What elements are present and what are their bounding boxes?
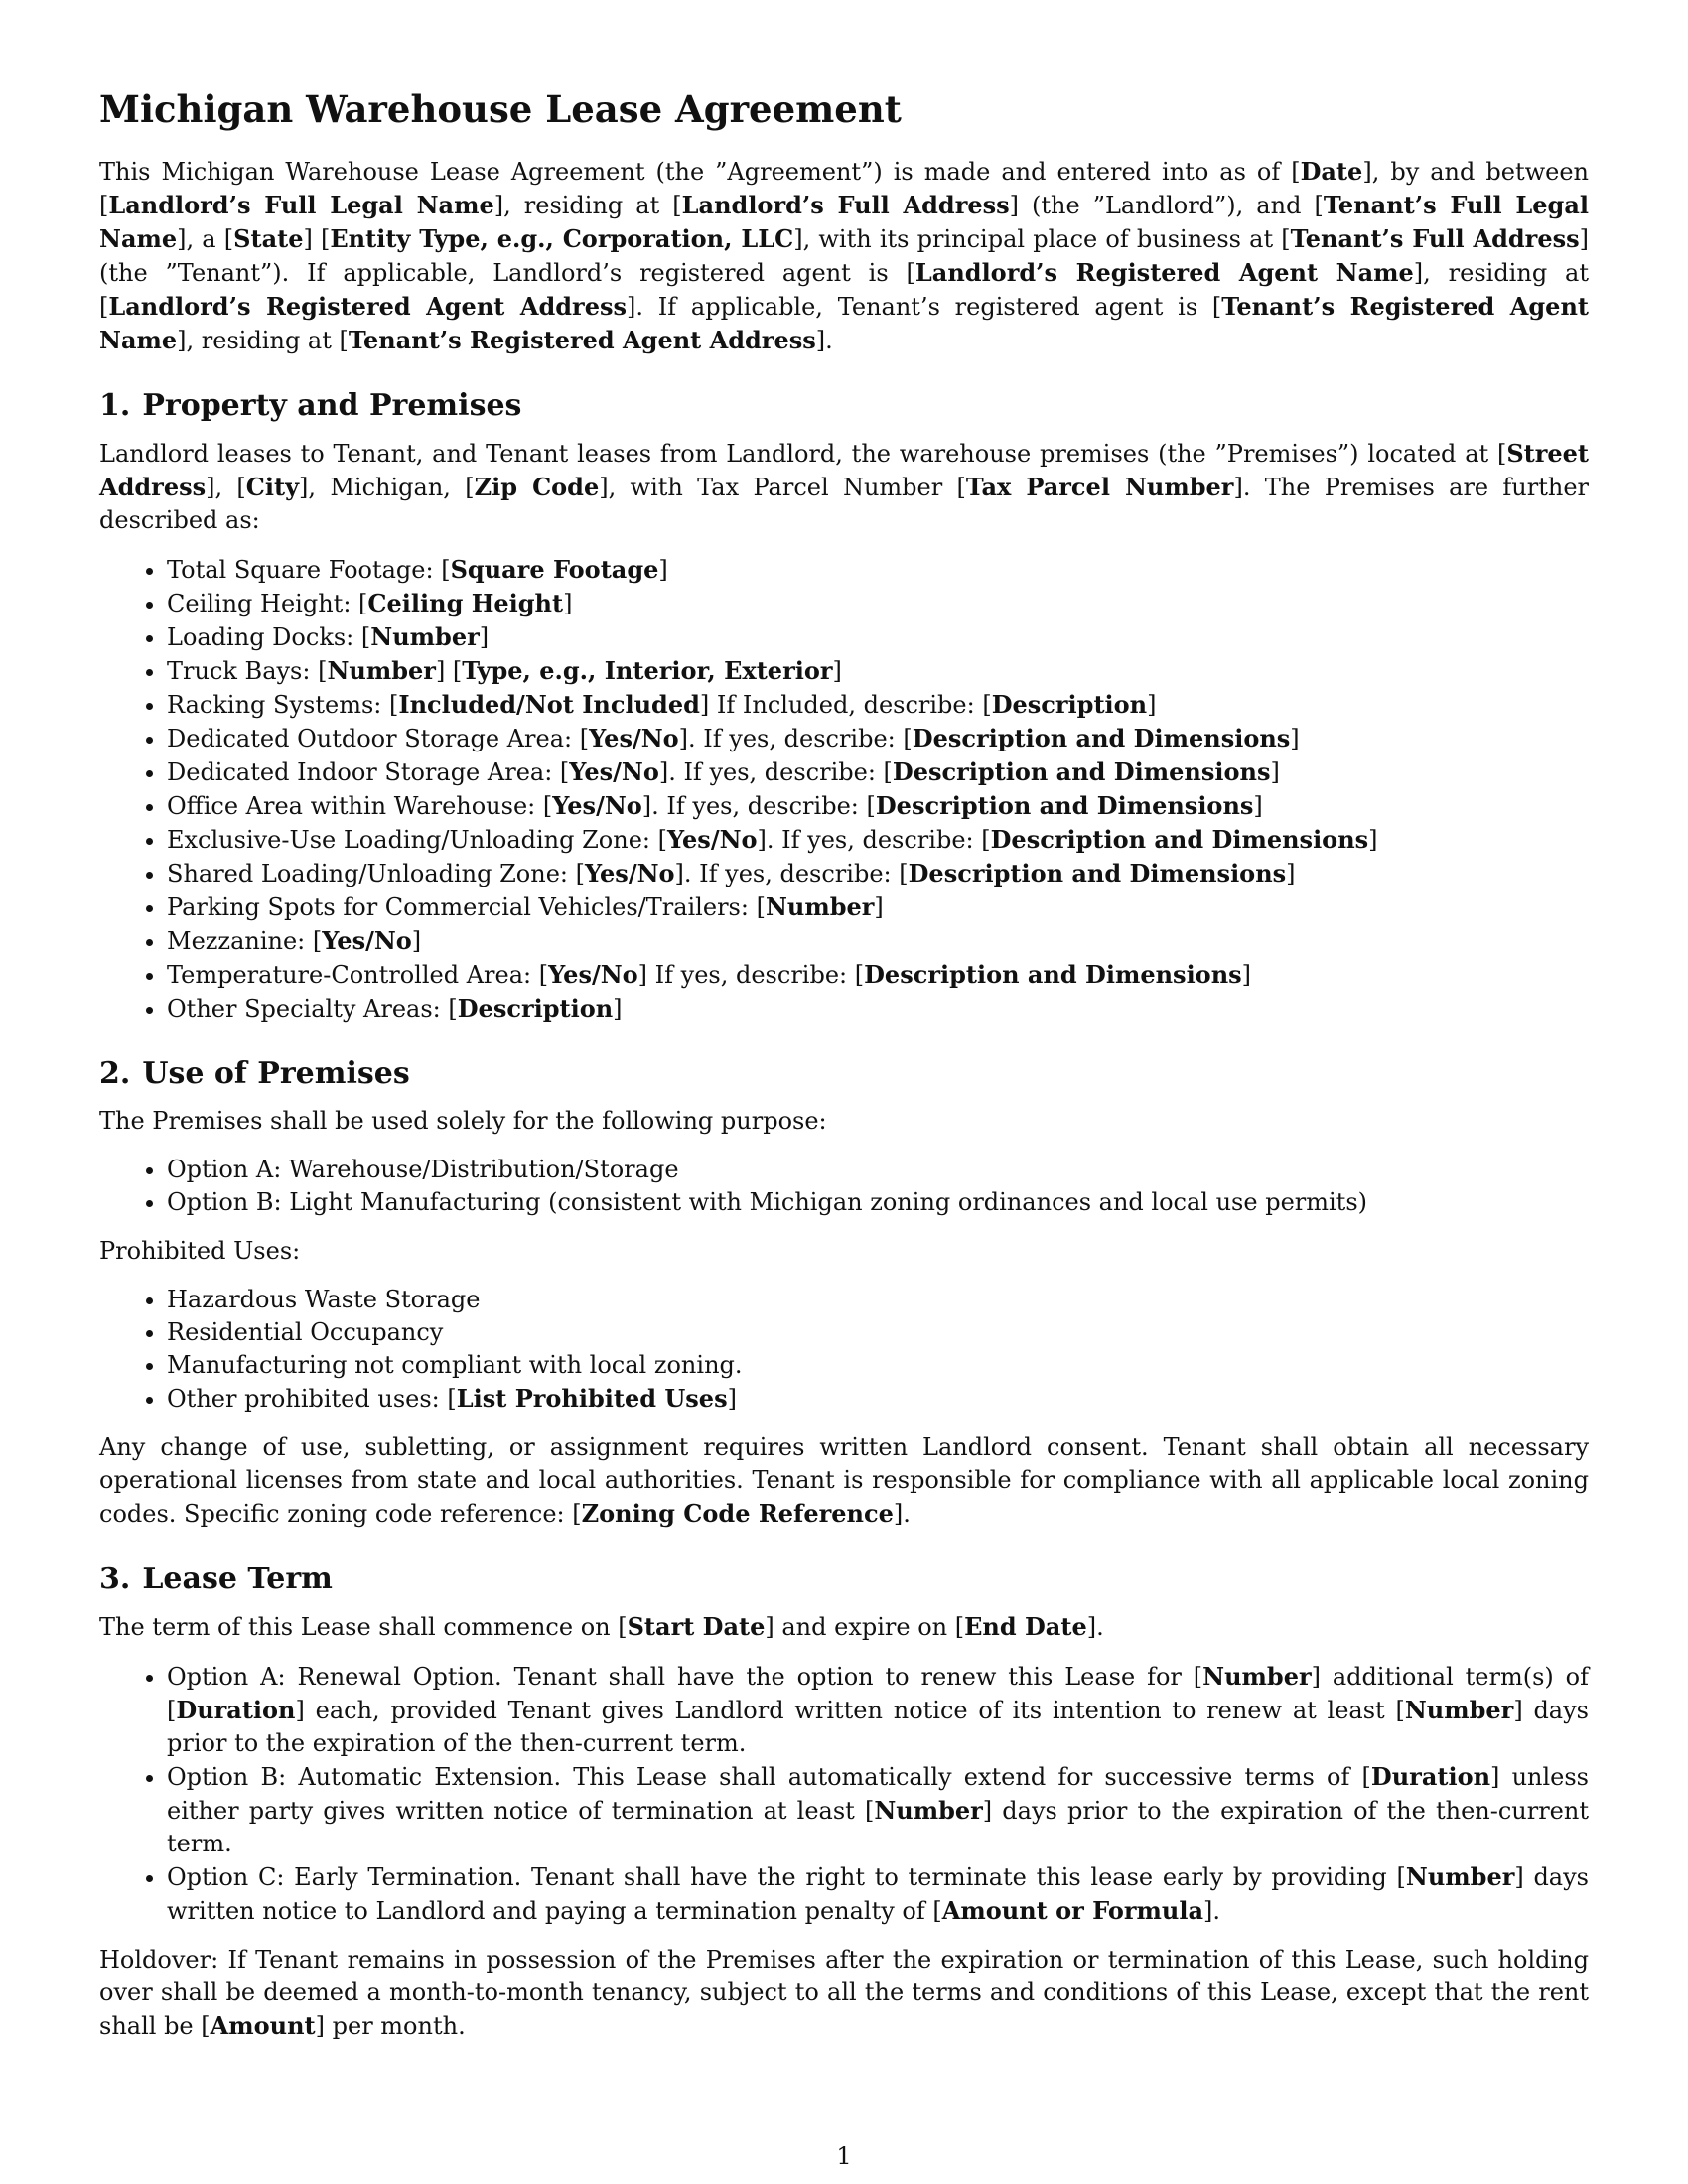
document-title: Michigan Warehouse Lease Agreement xyxy=(99,87,902,131)
premises-list-item: • Parking Spots for Commercial Vehicles/Trailers: [Number] xyxy=(167,890,1589,924)
placeholder-field: Landlord’s Registered Agent Address xyxy=(108,292,627,321)
property-paragraph: Landlord leases to Tenant, and Tenant leases from Landlord, the warehouse premises (the ”Premises”) located at [Street Address], [City], Michigan, [Zip Code], with Tax Parcel Number [Tax Parcel Number]. The Premises are further described as: xyxy=(99,439,1590,534)
section-number: 1. xyxy=(99,388,131,423)
section-number: 3. xyxy=(99,1562,131,1596)
placeholder-field: Description and Dimensions xyxy=(990,825,1369,854)
term-paragraph: The term of this Lease shall commence on [Start Date] and expire on [End Date]. xyxy=(99,1612,1104,1641)
term-options-list xyxy=(99,1660,1589,1928)
use-closing-paragraph: Any change of use, subletting, or assignment requires written Landlord consent. Tenant shall obtain all necessary operational licenses from state and local authorities. Tenant is responsible for compliance with all applicable local zoning codes. Specific zoning code reference: [Zoning Code Reference]. xyxy=(99,1433,1589,1528)
premises-list-item: • Other Specialty Areas: [Description] xyxy=(167,992,1589,1025)
placeholder-field: Description and Dimensions xyxy=(864,960,1242,989)
placeholder-field: Zoning Code Reference xyxy=(581,1499,894,1528)
prohibited-use-item: • Other prohibited uses: [List Prohibited Uses] xyxy=(167,1382,1589,1416)
placeholder-field: State xyxy=(233,224,304,253)
placeholder-field: Zip Code xyxy=(474,473,600,501)
placeholder-field: Description and Dimensions xyxy=(892,757,1271,786)
placeholder-field: Entity Type, e.g., Corporation, LLC xyxy=(330,224,794,253)
placeholder-field: Description and Dimensions xyxy=(875,791,1254,820)
placeholder-field: Start Date xyxy=(627,1612,766,1641)
holdover-paragraph: Holdover: If Tenant remains in possession of the Premises after the expiration or termination of this Lease, such holding over shall be deemed a month-to-month tenancy, subject to all the terms and conditions of this Lease, except that the rent shall be [Amount] per month. xyxy=(99,1946,1589,2040)
prohibited-use-item: • Hazardous Waste Storage xyxy=(167,1284,1589,1316)
page-number: 1 xyxy=(836,2142,852,2170)
placeholder-field: Number xyxy=(1405,1862,1515,1891)
placeholder-field: Tenant’s Registered Agent Name xyxy=(99,292,1589,354)
placeholder-field: Description xyxy=(457,994,614,1023)
placeholder-field: Number xyxy=(327,656,436,685)
placeholder-field: Yes/No xyxy=(589,724,679,752)
placeholder-field: Description xyxy=(991,690,1148,719)
premises-list-item: • Total Square Footage: [Square Footage] xyxy=(167,553,1589,587)
placeholder-field: Amount xyxy=(210,2011,316,2040)
placeholder-field: Description and Dimensions xyxy=(912,724,1291,752)
placeholder-field: Yes/No xyxy=(666,825,758,854)
term-option-item: • Option A: Renewal Option. Tenant shall have the option to renew this Lease for [Number] additional term(s) of [Duration] each, provided Tenant gives Landlord written notice of its intention to renew at least [Number] days prior to the expiration of the then-current term. xyxy=(167,1660,1589,1760)
premises-list-item: • Truck Bays: [Number] [Type, e.g., Interior, Exterior] xyxy=(167,654,1589,688)
placeholder-field: Number xyxy=(1404,1696,1514,1724)
placeholder-field: Tenant’s Registered Agent Address xyxy=(348,326,816,354)
intro-paragraph: This Michigan Warehouse Lease Agreement (the ”Agreement”) is made and entered into as of [Date], by and between [Landlord’s Full Legal Name], residing at [Landlord’s Full Address] (the ”Landlord”), and [Tenant’s Full Legal Name], a [State] [Entity Type, e.g., Corporation, LLC], with its principal place of business at [Tenant’s Full Address] (the ”Tenant”). If applicable, Landlord’s registered agent is [Landlord’s Registered Agent Name], residing at [Landlord’s Registered Agent Address]. If applicable, Tenant’s registered agent is [Tenant’s Registered Agent Name], residing at [Tenant’s Registered Agent Address]. xyxy=(99,157,1590,354)
prohibited-uses-list xyxy=(99,1284,1589,1416)
placeholder-field: Tax Parcel Number xyxy=(965,473,1234,501)
placeholder-field: Amount or Formula xyxy=(941,1896,1204,1925)
section-number: 2. xyxy=(99,1056,131,1091)
placeholder-field: City xyxy=(245,473,300,501)
placeholder-field: Duration xyxy=(176,1696,296,1724)
term-option-item: • Option B: Automatic Extension. This Lease shall automatically extend for successive terms of [Duration] unless either party gives written notice of termination at least [Number] days prior to the expiration of the then-current term. xyxy=(167,1760,1589,1860)
placeholder-field: Yes/No xyxy=(569,757,659,786)
premises-list-item: • Temperature-Controlled Area: [Yes/No] If yes, describe: [Description and Dimensions] xyxy=(167,958,1589,992)
placeholder-field: Date xyxy=(1300,157,1363,186)
placeholder-field: Yes/No xyxy=(584,859,675,887)
placeholder-field: Description and Dimensions xyxy=(908,859,1287,887)
premises-list-item: • Shared Loading/Unloading Zone: [Yes/No]. If yes, describe: [Description and Dimensions] xyxy=(167,857,1589,890)
prohibited-uses-label: Prohibited Uses: xyxy=(99,1237,301,1265)
placeholder-field: Type, e.g., Interior, Exterior xyxy=(462,656,833,685)
use-options-list xyxy=(99,1154,1589,1219)
section-heading-property xyxy=(99,387,1589,425)
placeholder-field: Yes/No xyxy=(552,791,642,820)
premises-list-item: • Racking Systems: [Included/Not Included] If Included, describe: [Description] xyxy=(167,688,1589,722)
section-title: Property and Premises xyxy=(142,388,522,423)
placeholder-field: End Date xyxy=(964,1612,1087,1641)
premises-list-item: • Dedicated Indoor Storage Area: [Yes/No]. If yes, describe: [Description and Dimensions] xyxy=(167,755,1589,789)
use-option-item: • Option A: Warehouse/Distribution/Storage xyxy=(167,1154,1589,1186)
premises-list-item: • Dedicated Outdoor Storage Area: [Yes/No]. If yes, describe: [Description and Dimensions] xyxy=(167,722,1589,755)
term-option-item: • Option C: Early Termination. Tenant shall have the right to terminate this lease early by providing [Number] days written notice to Landlord and paying a termination penalty of [Amount or Formula]. xyxy=(167,1860,1589,1928)
placeholder-field: Street Address xyxy=(99,439,1589,501)
document-page xyxy=(99,79,1589,2059)
use-option-item: • Option B: Light Manufacturing (consistent with Michigan zoning ordinances and local use permits) xyxy=(167,1186,1589,1219)
placeholder-field: Landlord’s Registered Agent Name xyxy=(914,258,1414,287)
section-heading-term xyxy=(99,1561,1589,1598)
placeholder-field: Included/Not Included xyxy=(398,690,700,719)
placeholder-field: Tenant’s Full Legal Name xyxy=(99,191,1589,253)
section-title: Lease Term xyxy=(142,1562,333,1596)
placeholder-field: Tenant’s Full Address xyxy=(1290,224,1580,253)
premises-list-item: • Mezzanine: [Yes/No] xyxy=(167,924,1589,958)
placeholder-field: Ceiling Height xyxy=(367,589,564,617)
prohibited-use-item: • Manufacturing not compliant with local zoning. xyxy=(167,1349,1589,1382)
prohibited-use-item: • Residential Occupancy xyxy=(167,1316,1589,1349)
placeholder-field: Number xyxy=(874,1796,983,1825)
premises-list-item: • Exclusive-Use Loading/Unloading Zone: [Yes/No]. If yes, describe: [Description and Dimensions] xyxy=(167,823,1589,857)
section-heading-use xyxy=(99,1055,1589,1093)
placeholder-field: Duration xyxy=(1370,1762,1491,1791)
placeholder-field: Square Footage xyxy=(450,555,659,584)
placeholder-field: Number xyxy=(370,622,480,651)
placeholder-field: Number xyxy=(1202,1662,1312,1691)
premises-description-list xyxy=(99,553,1589,1025)
placeholder-field: List Prohibited Uses xyxy=(456,1384,728,1413)
placeholder-field: Number xyxy=(765,892,875,921)
placeholder-field: Landlord’s Full Address xyxy=(681,191,1010,219)
use-paragraph: The Premises shall be used solely for the following purpose: xyxy=(99,1107,827,1135)
placeholder-field: Landlord’s Full Legal Name xyxy=(108,191,494,219)
placeholder-field: Yes/No xyxy=(322,926,412,955)
premises-list-item: • Ceiling Height: [Ceiling Height] xyxy=(167,587,1589,620)
placeholder-field: Yes/No xyxy=(548,960,638,989)
section-title: Use of Premises xyxy=(142,1056,410,1091)
premises-list-item: • Loading Docks: [Number] xyxy=(167,620,1589,654)
premises-list-item: • Office Area within Warehouse: [Yes/No]. If yes, describe: [Description and Dimensions] xyxy=(167,789,1589,823)
